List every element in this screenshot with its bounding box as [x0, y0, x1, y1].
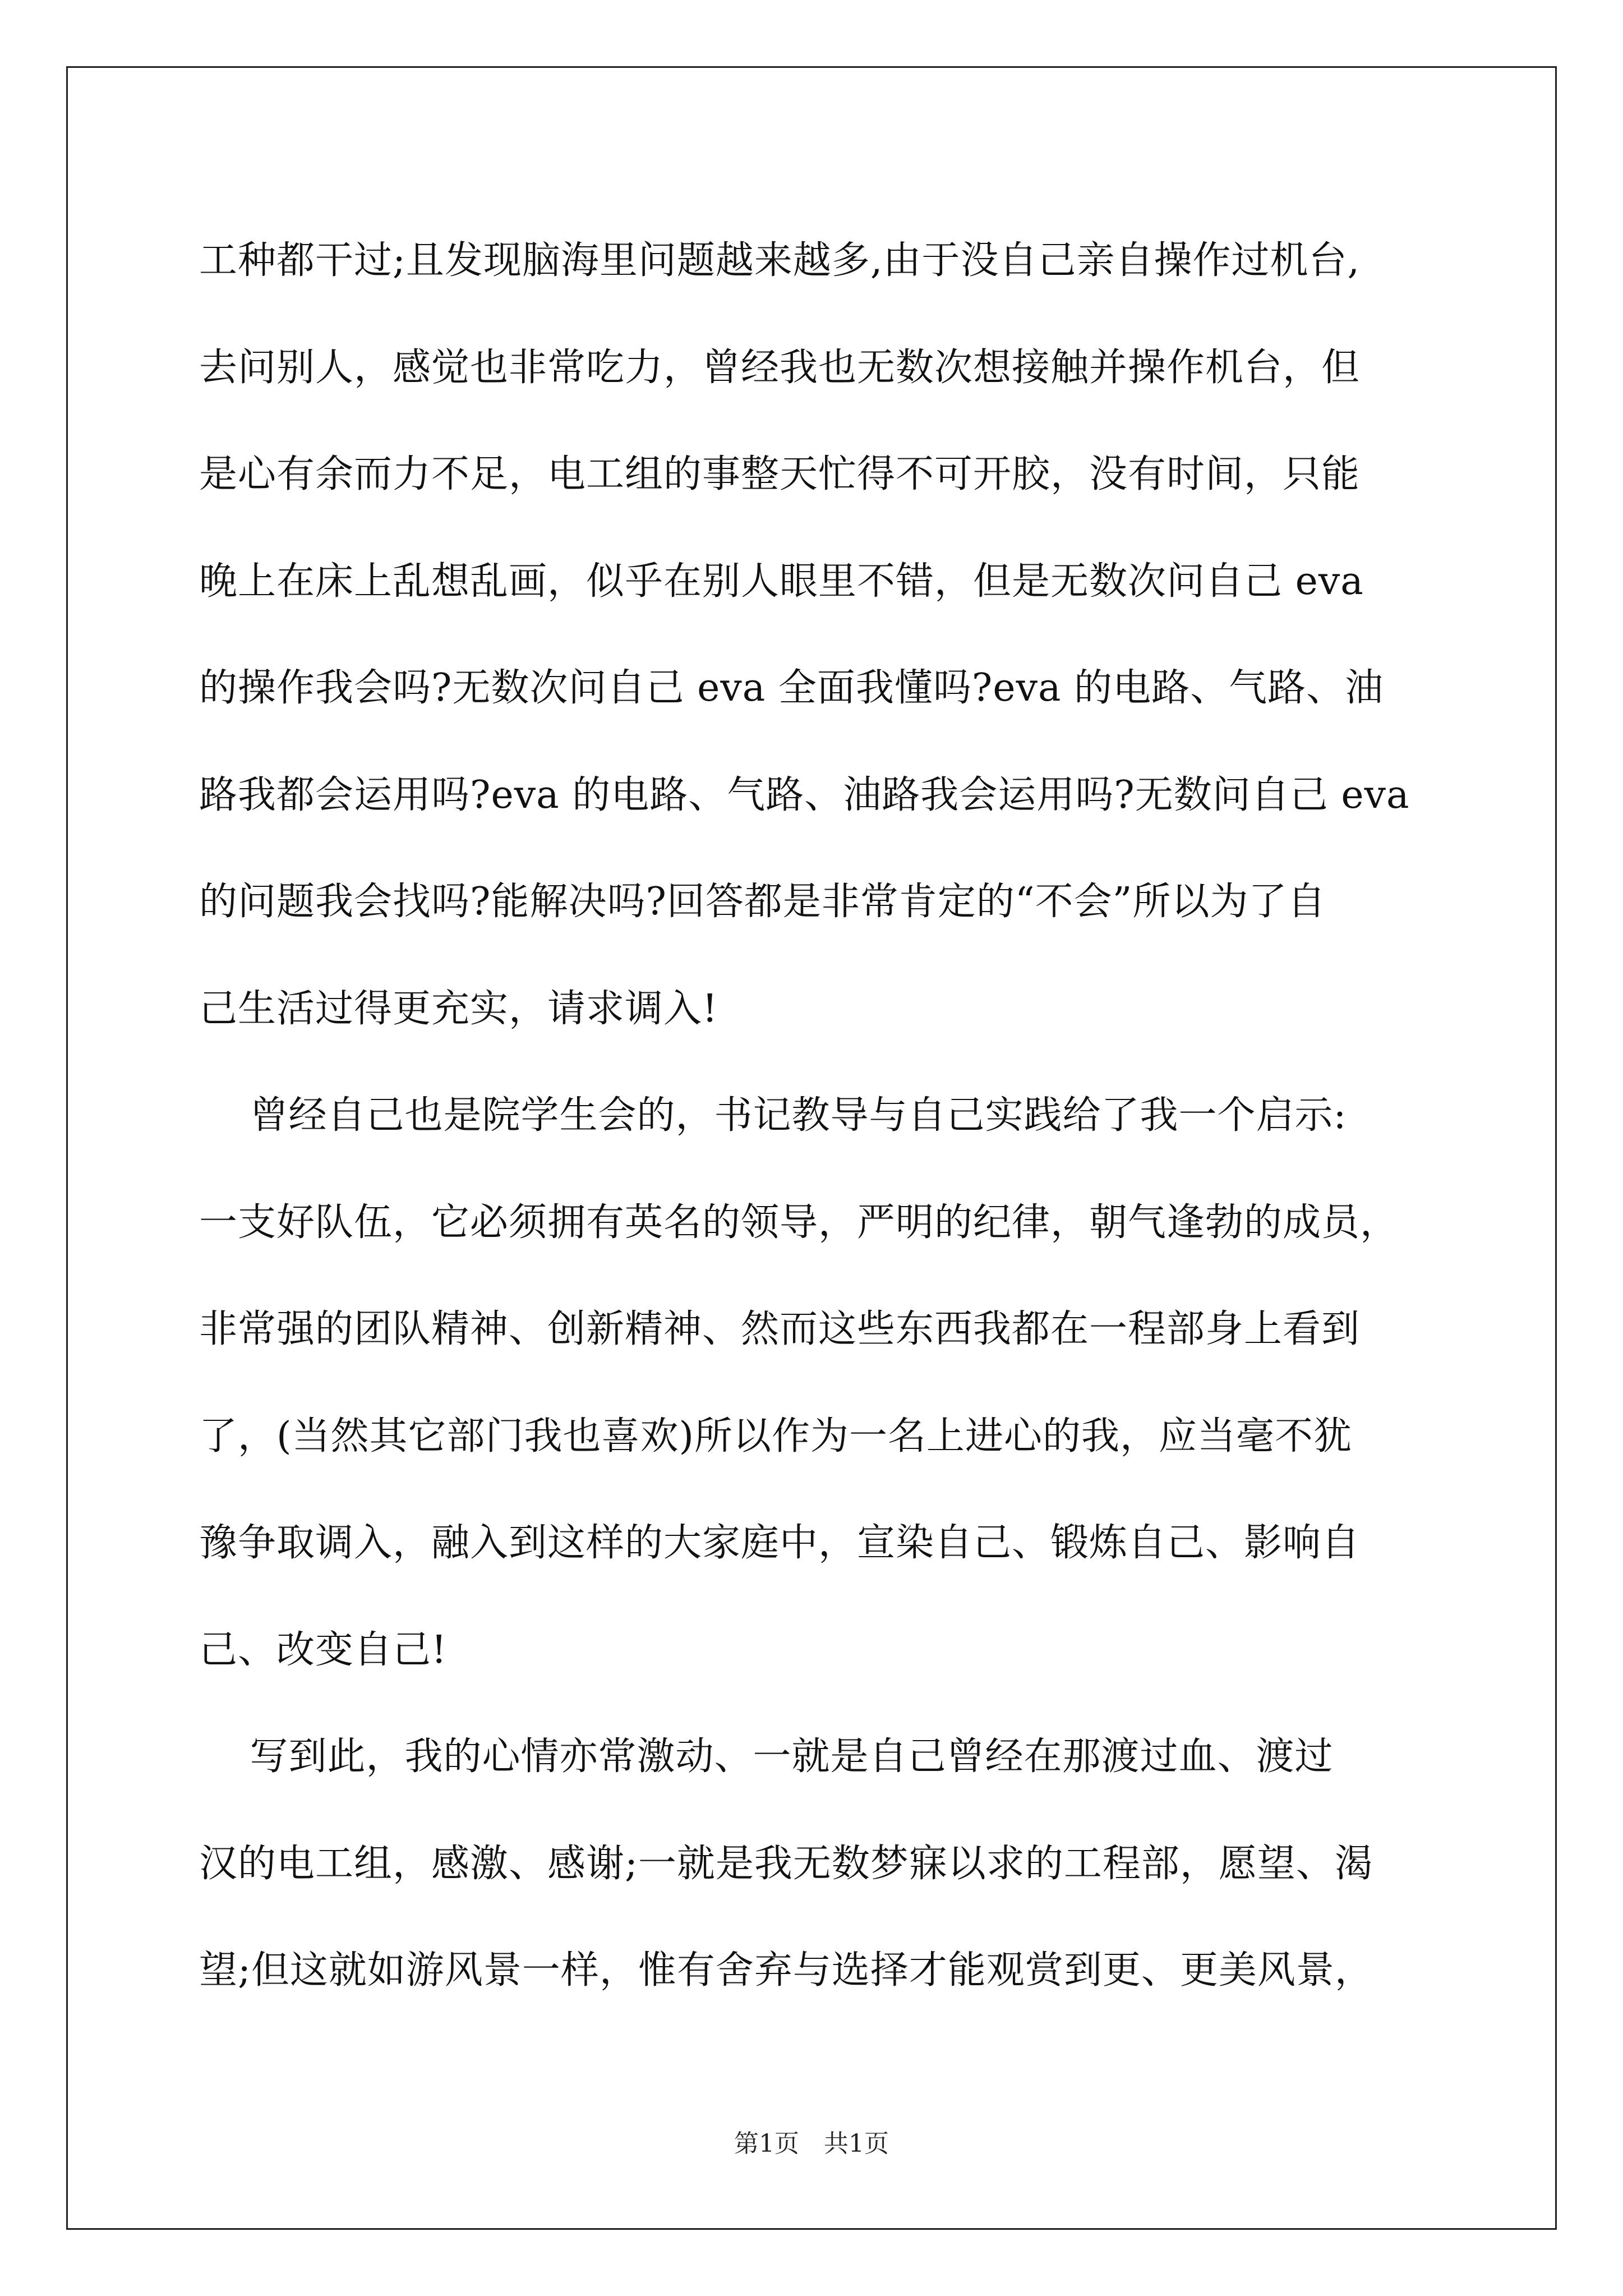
text-line: 汉的电工组，感激、感谢;一就是我无数梦寐以求的工程部，愿望、渴 [199, 1841, 1373, 1886]
text-line: 的问题我会找吗?能解决吗?回答都是非常肯定的“不会”所以为了自 [199, 880, 1326, 924]
text-line: 写到此，我的心情亦常激动、一就是自己曾经在那渡过血、渡过 [199, 1734, 1334, 1779]
text-line: 的操作我会吗?无数次问自己 eva 全面我懂吗?eva 的电路、气路、油 [199, 666, 1384, 710]
text-line: 豫争取调入，融入到这样的大家庭中，宣染自己、锻炼自己、影响自 [199, 1521, 1361, 1565]
text-line: 去问别人，感觉也非常吃力，曾经我也无数次想接触并操作机台，但 [199, 345, 1361, 390]
text-line: 曾经自己也是院学生会的，书记教导与自己实践给了我一个启示: [199, 1093, 1347, 1138]
text-line: 路我都会运用吗?eva 的电路、气路、油路我会运用吗?无数问自己 eva [199, 772, 1410, 817]
text-line: 非常强的团队精神、创新精神、然而这些东西我都在一程部身上看到 [199, 1307, 1361, 1351]
text-line: 晚上在床上乱想乱画，似乎在别人眼里不错，但是无数次问自己 eva [199, 559, 1364, 604]
page-number-footer: 第1页 共1页 [734, 2129, 889, 2158]
text-line: 了，(当然其它部门我也喜欢)所以作为一名上进心的我，应当毫不犹 [199, 1414, 1353, 1458]
text-line: 是心有余而力不足，电工组的事整天忙得不可开胶，没有时间，只能 [199, 452, 1361, 496]
text-line: 己、改变自己! [199, 1627, 448, 1672]
text-line: 己生活过得更充实，请求调入! [199, 986, 718, 1031]
text-line: 一支好队伍，它必须拥有英名的领导，严明的纪律，朝气逢勃的成员， [199, 1200, 1399, 1245]
text-line: 望;但这就如游风景一样，惟有舍弃与选择才能观赏到更、更美风景， [199, 1948, 1373, 1993]
document-body [199, 208, 1450, 2024]
text-line: 工种都干过;且发现脑海里问题越来越多,由于没自己亲自操作过机台, [199, 238, 1361, 283]
